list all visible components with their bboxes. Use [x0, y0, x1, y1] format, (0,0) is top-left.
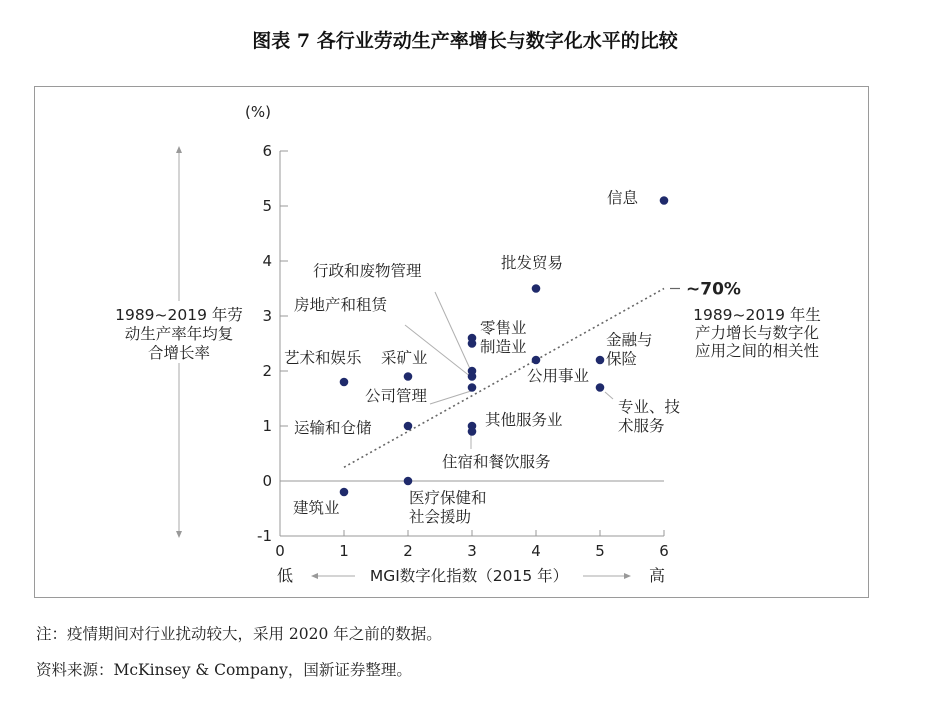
x-arrow-left: [311, 573, 318, 579]
x-tick-label: 2: [403, 542, 413, 560]
y-axis-label-line: 合增长率: [147, 344, 211, 362]
y-tick-label: 5: [262, 197, 272, 215]
scatter-chart: [35, 87, 868, 597]
x-tick-label: 0: [275, 542, 285, 560]
data-point: [532, 356, 541, 365]
point-label: 金融与: [606, 331, 653, 349]
x-high-label: 高: [648, 566, 666, 585]
data-point: [596, 356, 605, 365]
point-label: 公用事业: [527, 367, 590, 385]
leader-line: [430, 391, 471, 404]
x-low-label: 低: [276, 566, 294, 585]
point-label: 建筑业: [293, 499, 340, 517]
y-arrow-down: [176, 531, 182, 538]
data-point: [468, 372, 477, 381]
data-point: [596, 383, 605, 392]
x-tick-label: 6: [659, 542, 669, 560]
y-tick-label: 2: [262, 362, 272, 380]
x-tick-label: 3: [467, 542, 477, 560]
trend-layer: [344, 289, 680, 468]
x-tick-label: 4: [531, 542, 541, 560]
y-tick-label: 1: [262, 417, 272, 435]
y-tick-label: 0: [262, 472, 272, 490]
point-label: 批发贸易: [501, 254, 564, 272]
point-label: 艺术和娱乐: [284, 349, 362, 367]
correlation-note-line: 应用之间的相关性: [694, 342, 820, 360]
leader-line: [435, 292, 471, 371]
data-point: [660, 196, 669, 205]
point-label: 其他服务业: [485, 411, 563, 429]
point-label: 公司管理: [365, 387, 428, 405]
point-label: 住宿和餐饮服务: [442, 453, 551, 471]
point-label: 术服务: [618, 417, 665, 435]
source-note: 资料来源：McKinsey & Company，国新证券整理。: [36, 661, 412, 679]
data-point: [468, 427, 477, 436]
y-unit-label: (%): [245, 103, 271, 121]
point-label: 保险: [606, 350, 638, 368]
point-label: 医疗保健和: [409, 489, 487, 507]
point-label: 运输和仓储: [294, 419, 372, 437]
footnote: 注：疫情期间对行业扰动较大，采用 2020 年之前的数据。: [36, 625, 442, 643]
data-point: [404, 477, 413, 486]
data-point: [468, 383, 477, 392]
x-axis-label: MGI数字化指数（2015 年）: [369, 567, 569, 585]
trendline: [344, 289, 664, 468]
y-axis-label-line: 动生产率年均复: [124, 325, 234, 343]
point-label: 专业、技: [618, 398, 681, 416]
point-label: 房地产和租赁: [294, 296, 388, 314]
y-axis-label-line: 1989~2019 年劳: [115, 306, 243, 324]
data-point: [340, 488, 349, 497]
data-point: [532, 284, 541, 293]
correlation-note-line: 1989~2019 年生: [693, 306, 821, 324]
point-label: 零售业: [480, 319, 527, 337]
point-label: 制造业: [480, 338, 527, 356]
point-label: 采矿业: [381, 349, 428, 367]
x-tick-label: 1: [339, 542, 349, 560]
y-tick-label: 4: [262, 252, 272, 270]
label-layer: [284, 189, 681, 526]
point-label: 行政和废物管理: [313, 262, 422, 280]
point-label: 社会援助: [409, 508, 472, 526]
chart-title: 图表 7 各行业劳动生产率增长与数字化水平的比较: [252, 30, 678, 52]
y-arrow-up: [176, 146, 182, 153]
chart-frame: [34, 86, 869, 598]
data-point: [340, 378, 349, 387]
y-tick-label: -1: [257, 527, 272, 545]
point-label: 信息: [607, 189, 639, 207]
correlation-label: ~70%: [686, 279, 741, 300]
data-point: [468, 339, 477, 348]
leader-line: [605, 392, 613, 399]
data-point: [404, 422, 413, 431]
x-arrow-right: [624, 573, 631, 579]
y-tick-label: 6: [262, 142, 272, 160]
correlation-note-line: 产力增长与数字化: [694, 324, 820, 342]
y-tick-label: 3: [262, 307, 272, 325]
x-tick-label: 5: [595, 542, 605, 560]
data-point: [404, 372, 413, 381]
